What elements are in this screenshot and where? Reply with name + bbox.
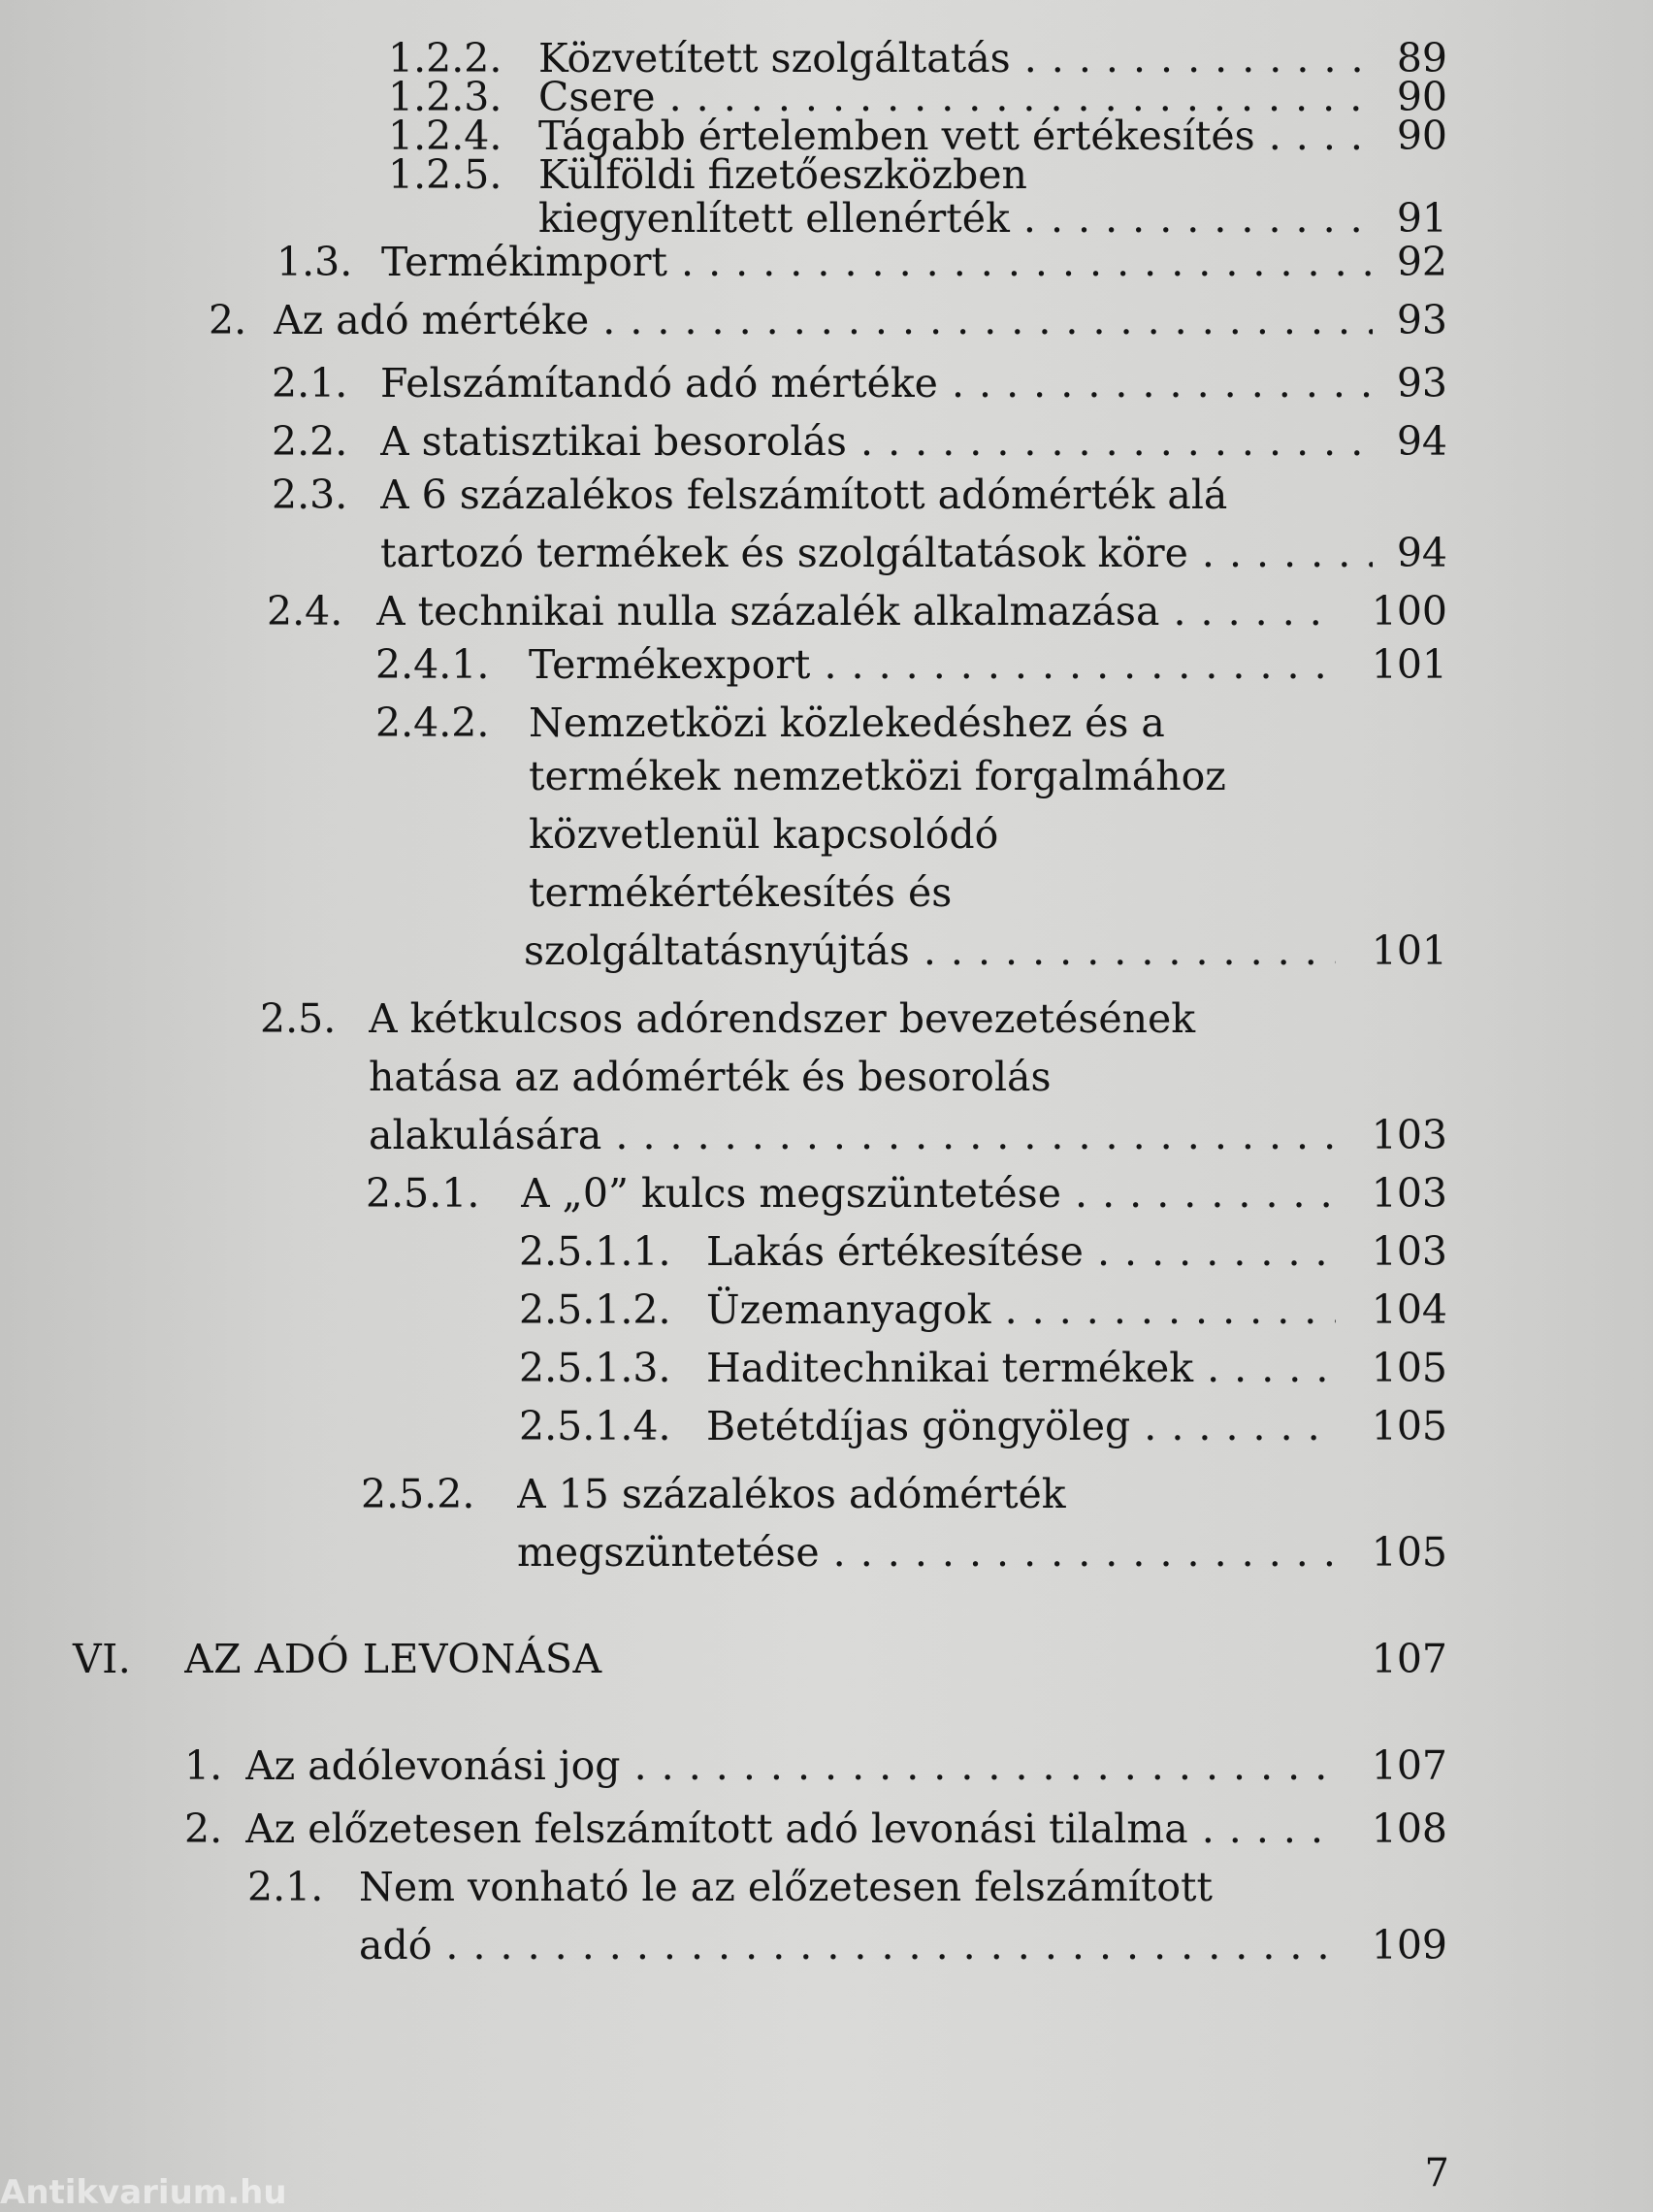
toc-entry-title: alakulására . . . — [369, 1106, 1336, 1164]
toc-entry-title: A statisztikai besorolás . . . — [380, 412, 1373, 471]
toc-entry-title: Az adólevonási jog . . . — [245, 1737, 1336, 1795]
toc-entry-title: tartozó termékek és szolgáltatások köre . . . — [380, 524, 1373, 582]
toc-entry-number: 2. — [184, 1805, 223, 1852]
toc-entry-number: 1.2.3. — [388, 74, 502, 120]
toc-entry-number: 1.2.2. — [388, 35, 502, 81]
toc-entry — [0, 233, 1653, 291]
toc-entry-page: 103 — [1371, 1112, 1447, 1158]
toc-entry-number: 2.4. — [267, 588, 343, 634]
toc-entry — [0, 1922, 1653, 2081]
toc-entry-page: 94 — [1396, 530, 1447, 576]
toc-entry-title: Felszámítandó adó mértéke . . . — [380, 354, 1373, 412]
toc-entry-page: 101 — [1371, 927, 1447, 974]
toc-chapter-number: VI. — [73, 1636, 132, 1682]
toc-chapter-page: 107 — [1371, 1636, 1447, 1682]
toc-entry-number: 2.5.1.2. — [519, 1286, 671, 1333]
toc-entry-title: Közvetített szolgáltatás . . . — [538, 29, 1373, 87]
toc-entry-number: 1.3. — [276, 239, 353, 285]
toc-entry-number: 2.5.1.3. — [519, 1345, 671, 1391]
toc-entry-page: 104 — [1371, 1286, 1447, 1333]
toc-entry-number: 2.5.2. — [361, 1471, 475, 1517]
toc-entry-number: 1. — [184, 1742, 223, 1789]
toc-entry-title: Nemzetközi közlekedéshez és a — [529, 699, 1165, 746]
toc-entry-title: Nem vonható le az előzetesen felszámított — [359, 1864, 1213, 1910]
toc-entry-title: Az adó mértéke . . . — [274, 291, 1373, 349]
toc-entry-number: 2.1. — [247, 1864, 324, 1910]
toc-entry-page: 103 — [1371, 1228, 1447, 1275]
toc-entry — [0, 354, 1653, 412]
toc-entry-page: 93 — [1396, 297, 1447, 343]
toc-chapter-title: AZ ADÓ LEVONÁSA — [184, 1636, 602, 1682]
toc-entry-page: 90 — [1396, 74, 1447, 120]
toc-entry-title: szolgáltatásnyújtás . . . — [524, 922, 1336, 980]
toc-entry-number: 1.2.5. — [388, 151, 502, 198]
toc-entry-page: 90 — [1396, 113, 1447, 159]
toc-entry-page: 100 — [1371, 588, 1447, 634]
toc-entry-title: Az előzetesen felszámított adó levonási tilalma . . . — [245, 1800, 1336, 1858]
toc-entry-number: 2.2. — [272, 418, 348, 465]
toc-entry-number: 1.2.4. — [388, 113, 502, 159]
toc-entry-number: 2.1. — [272, 360, 348, 407]
toc-entry-page: 105 — [1371, 1403, 1447, 1449]
toc-entry-title: megszüntetése . . . — [517, 1523, 1336, 1581]
toc-entry-page: 107 — [1371, 1742, 1447, 1789]
toc-entry-page: 91 — [1396, 195, 1447, 242]
toc-entry-title: A technikai nulla százalék alkalmazása . . . — [376, 582, 1337, 640]
toc-entry — [0, 412, 1653, 471]
toc-entry-title: A kétkulcsos adórendszer bevezetésének — [369, 995, 1196, 1042]
toc-entry-title: termékek nemzetközi forgalmához — [529, 753, 1226, 799]
toc-entry-page: 105 — [1371, 1345, 1447, 1391]
toc-entry-title: kiegyenlített ellenérték . . . — [538, 189, 1373, 247]
toc-entry-title: Üzemanyagok . . . — [706, 1281, 1336, 1339]
toc-entry-number: 2. — [209, 297, 247, 343]
toc-entry-number: 2.3. — [272, 472, 348, 518]
toc-entry-title: Termékimport . . . — [381, 233, 1373, 291]
toc-entry-page: 89 — [1396, 35, 1447, 81]
toc-entry-number: 2.4.1. — [375, 641, 490, 688]
toc-entry-title: A 15 százalékos adómérték — [517, 1471, 1066, 1517]
toc-entry-page: 93 — [1396, 360, 1447, 407]
toc-entry-title: adó . . . — [359, 1916, 1336, 1974]
toc-entry-title: Csere . . . — [538, 68, 1373, 126]
toc-entry — [0, 291, 1653, 349]
toc-entry-title: Haditechnikai termékek . . . — [706, 1339, 1336, 1397]
toc-entry-title: Lakás értékesítése . . . — [706, 1222, 1336, 1281]
toc-entry-number: 2.5.1.4. — [519, 1403, 671, 1449]
toc-entry-title: A „0” kulcs megszüntetése . . . — [521, 1164, 1336, 1222]
toc-entry-title: közvetlenül kapcsolódó — [529, 811, 999, 858]
toc-entry-title: Tágabb értelemben vett értékesítés . . . — [538, 107, 1373, 165]
toc-entry-page: 109 — [1371, 1922, 1447, 1968]
page-number: 7 — [1424, 2151, 1449, 2196]
toc-entry-title: A 6 százalékos felszámított adómérték alá — [380, 472, 1228, 518]
toc-entry-number: 2.4.2. — [375, 699, 490, 746]
toc-entry-number: 2.5. — [260, 995, 337, 1042]
toc-entry-title: termékértékesítés és — [529, 869, 953, 916]
toc-entry-title: Termékexport . . . — [529, 635, 1336, 694]
watermark-text: Antikvarium.hu — [0, 2173, 287, 2212]
toc-entry-page: 92 — [1396, 239, 1447, 285]
toc-entry-page: 105 — [1371, 1529, 1447, 1576]
toc-entry-title: hatása az adómérték és besorolás — [369, 1054, 1052, 1100]
toc-entry-title: Külföldi fizetőeszközben — [538, 151, 1027, 198]
toc-entry-number: 2.5.1. — [366, 1170, 480, 1217]
toc-entry-page: 94 — [1396, 418, 1447, 465]
toc-entry-number: 2.5.1.1. — [519, 1228, 671, 1275]
toc-entry-title: Betétdíjas göngyöleg . . . — [706, 1397, 1336, 1455]
toc-entry-page: 103 — [1371, 1170, 1447, 1217]
toc-entry-page: 108 — [1371, 1805, 1447, 1852]
toc-entry-page: 101 — [1371, 641, 1447, 688]
